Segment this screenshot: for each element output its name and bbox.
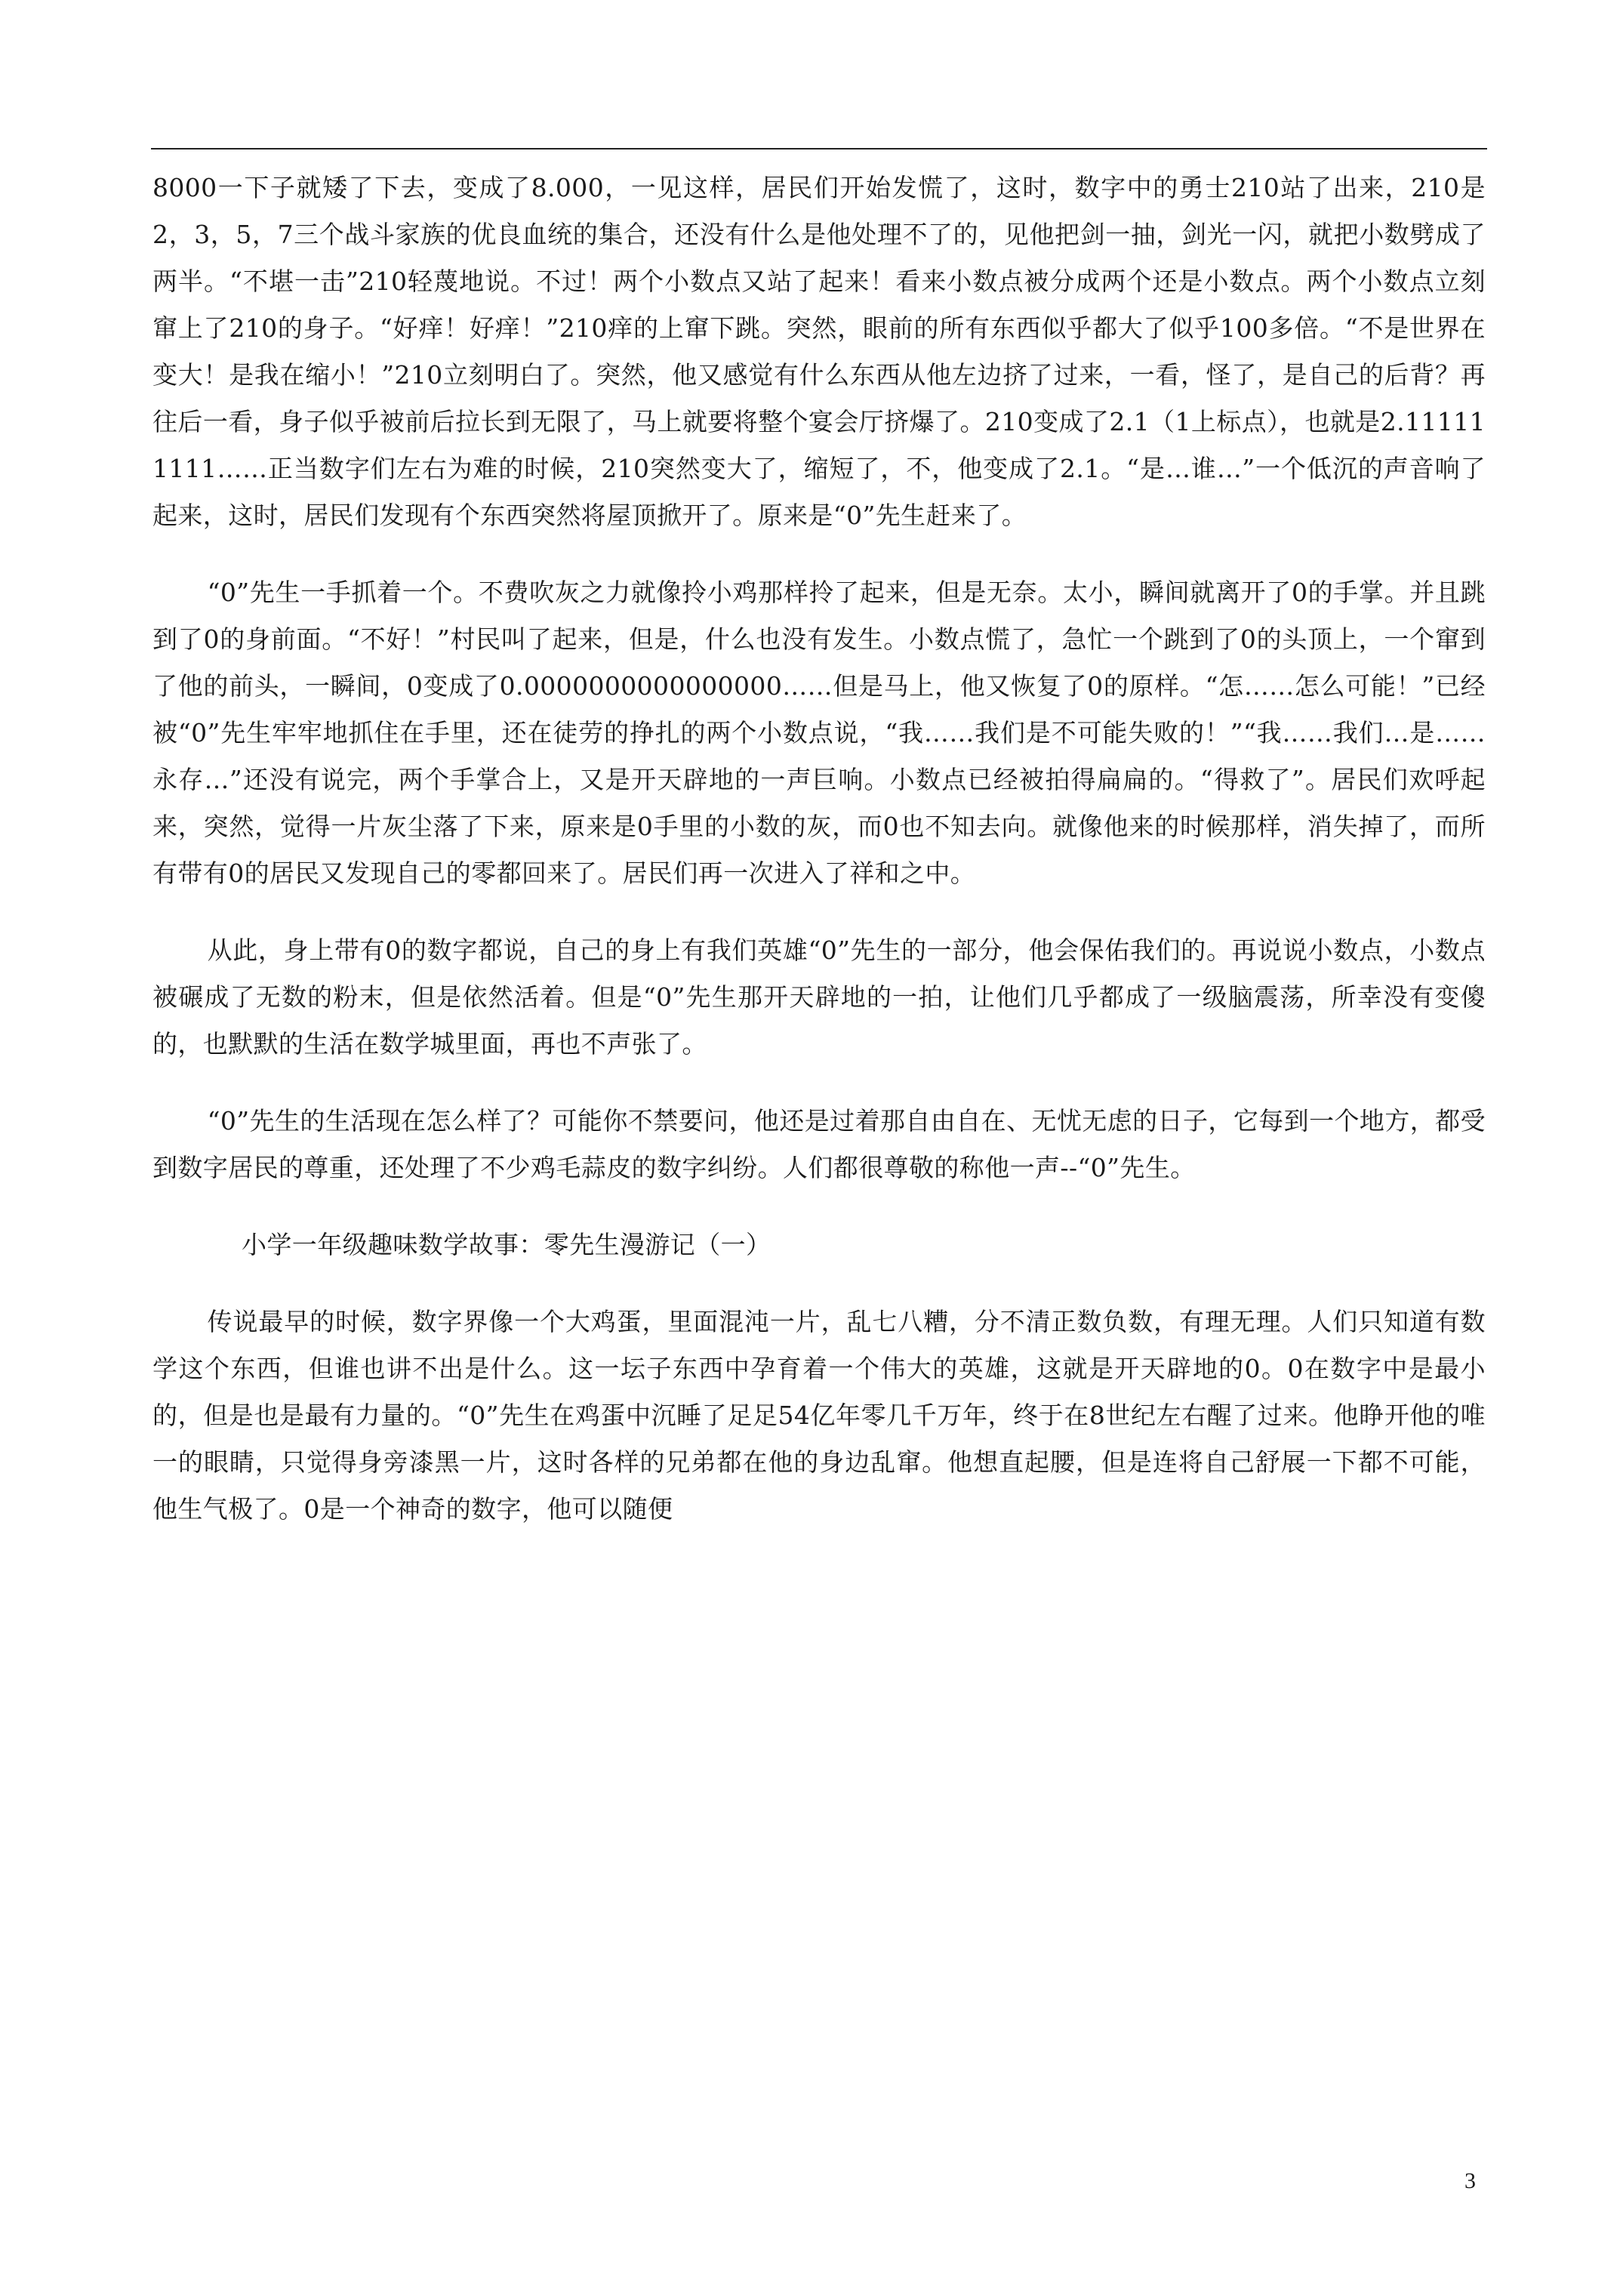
paragraph: “0”先生一手抓着一个。不费吹灰之力就像拎小鸡那样拎了起来，但是无奈。太小，瞬间就离开了0的手掌。并且跳到了0的身前面。“不好！”村民叫了起来，但是，什么也没有发生。小数点慌了，急忙一个跳到了0的头顶上，一个窜到了他的前头，一瞬间，0变成了0.0000000000000000……但是马上，他又恢复了0的原样。“怎……怎么可能！”已经被“0”先生牢牢地抓住在手里，还在徒劳的挣扎的两个小数点说，“我……我们是不可能失败的！”“我……我们…是……永存…”还没有说完，两个手掌合上，又是开天辟地的一声巨响。小数点已经被拍得扁扁的。“得救了”。居民们欢呼起来，突然，觉得一片灰尘落了下来，原来是0手里的小数的灰，而0也不知去向。就像他来的时候那样，消失掉了，而所有带有0的居民又发现自己的零都回来了。居民们再一次进入了祥和之中。 (152, 578, 1486, 888)
paragraph: 传说最早的时候，数字界像一个大鸡蛋，里面混沌一片，乱七八糟，分不清正数负数，有理无理。人们只知道有数学这个东西，但谁也讲不出是什么。这一坛子东西中孕育着一个伟大的英雄，这就是开天辟地的0。0在数字中是最小的，但是也是最有力量的。“0”先生在鸡蛋中沉睡了足足54亿年零几千万年，终于在8世纪左右醒了过来。他睁开他的唯一的眼睛，只觉得身旁漆黑一片，这时各样的兄弟都在他的身边乱窜。他想直起腰，但是连将自己舒展一下都不可能，他生气极了。0是一个神奇的数字，他可以随便 (152, 1307, 1486, 1524)
paragraph-continued: 8000一下子就矮了下去，变成了8.000，一见这样，居民们开始发慌了，这时，数字中的勇士210站了出来，210是2，3，5，7三个战斗家族的优良血统的集合，还没有什么是他处理不了的，见他把剑一抽，剑光一闪，就把小数劈成了两半。“不堪一击”210轻蔑地说。不过！两个小数点又站了起来！看来小数点被分成两个还是小数点。两个小数点立刻窜上了210的身子。“好痒！好痒！”210痒的上窜下跳。突然，眼前的所有东西似乎都大了似乎100多倍。“不是世界在变大！是我在缩小！”210立刻明白了。突然，他又感觉有什么东西从他左边挤了过来，一看，怪了，是自己的后背？再往后一看，身子似乎被前后拉长到无限了，马上就要将整个宴会厅挤爆了。210变成了2.1（1上标点），也就是2.111111111……正当数字们左右为难的时候，210突然变大了，缩短了，不，他变成了2.1。“是…谁…”一个低沉的声音响了起来，这时，居民们发现有个东西突然将屋顶掀开了。原来是“0”先生赶来了。 (152, 173, 1486, 530)
paragraph: 从此，身上带有0的数字都说，自己的身上有我们英雄“0”先生的一部分，他会保佑我们的。再说说小数点，小数点被碾成了无数的粉末，但是依然活着。但是“0”先生那开天辟地的一拍，让他们几乎都成了一级脑震荡，所幸没有变傻的，也默默的生活在数学城里面，再也不声张了。 (152, 935, 1486, 1059)
page-number: 3 (1464, 2168, 1476, 2193)
body-text (152, 165, 1486, 1533)
header-rule (151, 148, 1487, 149)
paragraph: “0”先生的生活现在怎么样了？可能你不禁要问，他还是过着那自由自在、无忧无虑的日子，它每到一个地方，都受到数字居民的尊重，还处理了不少鸡毛蒜皮的数字纠纷。人们都很尊敬的称他一声--“0”先生。 (152, 1106, 1486, 1182)
story-heading: 小学一年级趣味数学故事：零先生漫游记（一） (242, 1230, 771, 1259)
